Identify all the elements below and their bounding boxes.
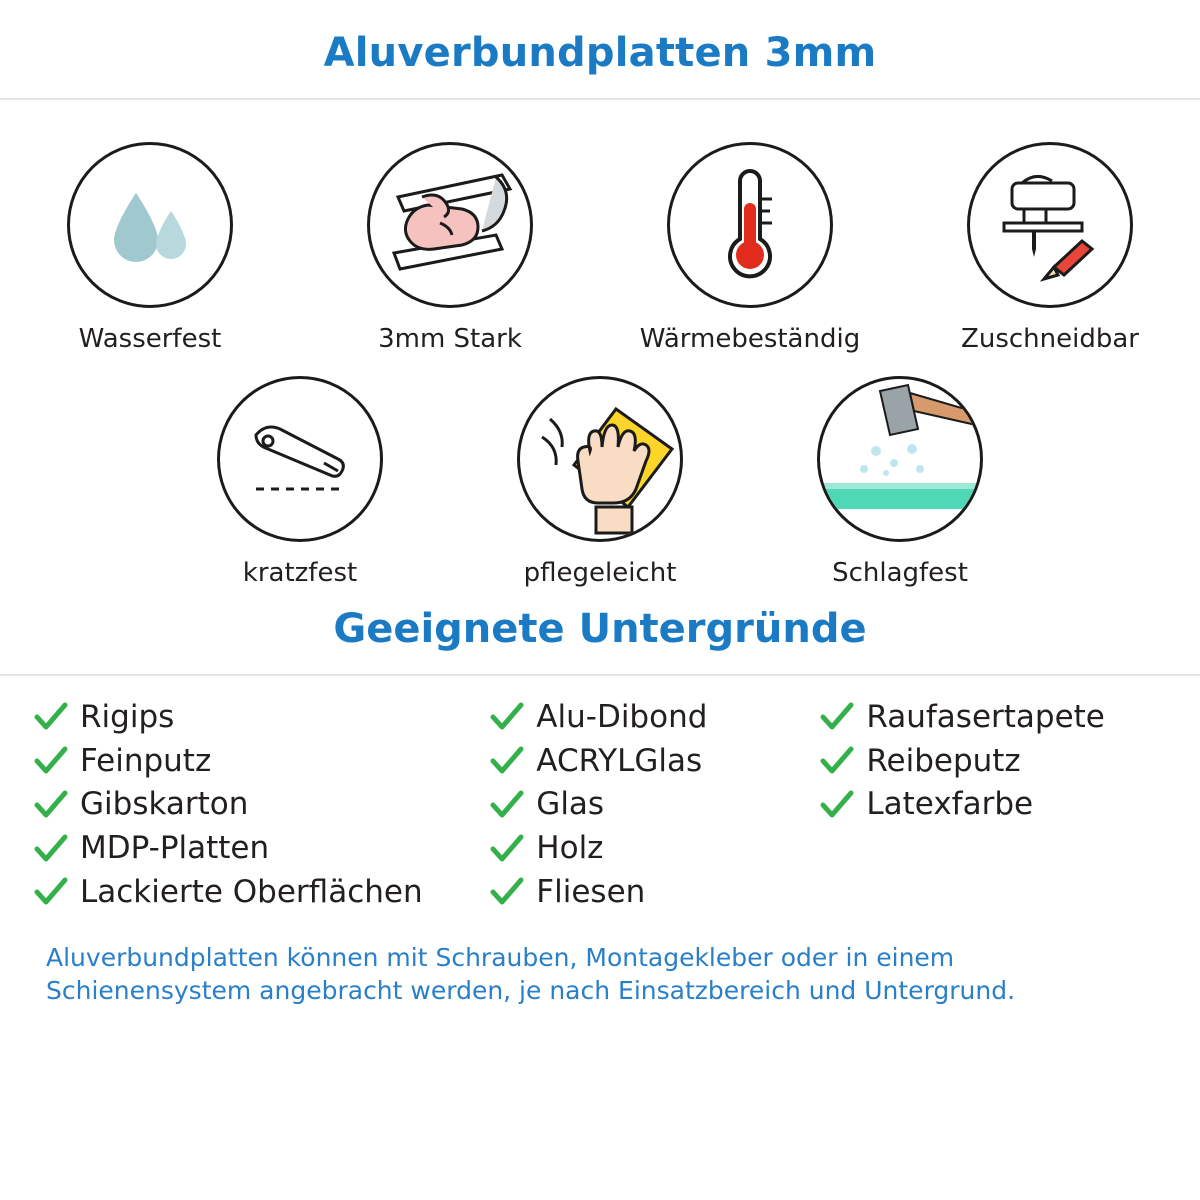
feature-wasserfest: [0, 142, 300, 354]
feature-label: Wärmebeständig: [639, 324, 861, 354]
list-item-label: Reibeputz: [866, 742, 1021, 779]
list-item-label: MDP-Platten: [80, 830, 270, 867]
strong-arm-icon: [367, 142, 533, 308]
jigsaw-cutter-icon: [967, 142, 1133, 308]
list-item: [34, 787, 490, 822]
thermometer-icon: [667, 142, 833, 308]
hammer-impact-icon: [817, 376, 983, 542]
check-icon: [34, 702, 68, 732]
list-item: [820, 744, 1166, 779]
check-icon: [490, 877, 524, 907]
feature-grid: [0, 100, 1200, 588]
cleaning-hand-cloth-icon: [517, 376, 683, 542]
list-item-label: Lackierte Oberflächen: [80, 873, 423, 910]
feature-label: 3mm Stark: [378, 324, 522, 354]
check-icon: [34, 877, 68, 907]
list-item: [820, 700, 1166, 735]
substrates-list: [0, 676, 1200, 919]
feature-label: kratzfest: [242, 558, 358, 588]
list-item: [34, 744, 490, 779]
list-item-label: Alu-Dibond: [536, 699, 708, 735]
check-icon: [490, 834, 524, 864]
list-item: [490, 831, 820, 866]
check-icon: [820, 790, 854, 820]
page-title: Aluverbundplatten 3mm: [323, 30, 877, 76]
feature-kratzfest: [150, 376, 450, 588]
check-icon: [34, 746, 68, 776]
list-item: [490, 744, 820, 779]
feature-row-1: [0, 142, 1200, 354]
list-item: [490, 787, 820, 822]
feature-schlagfest: [750, 376, 1050, 588]
list-item-label: Fliesen: [536, 873, 646, 910]
list-item: [34, 700, 490, 735]
substrate-column-1: [34, 700, 490, 919]
list-item: [34, 875, 490, 910]
list-item: [490, 700, 820, 735]
list-item: [820, 787, 1166, 822]
list-item: [34, 831, 490, 866]
water-drops-icon: [67, 142, 233, 308]
check-icon: [490, 790, 524, 820]
list-item-label: Feinputz: [80, 742, 212, 779]
feature-zuschneidbar: [900, 142, 1200, 354]
feature-label: Wasserfest: [78, 324, 222, 354]
feature-waermebestaendig: [600, 142, 900, 354]
check-icon: [490, 702, 524, 732]
substrate-column-3: [820, 700, 1166, 919]
list-item-label: Gibskarton: [80, 786, 249, 823]
list-item-label: Holz: [536, 830, 604, 867]
check-icon: [820, 746, 854, 776]
check-icon: [34, 790, 68, 820]
feature-label: Schlagfest: [832, 558, 968, 588]
check-icon: [490, 746, 524, 776]
feature-pflegeleicht: [450, 376, 750, 588]
footnote-text: Aluverbundplatten können mit Schrauben, Montagekleber oder in einem Schienensystem angebracht werden, je nach Einsatzbereich und Untergrund.: [46, 942, 1016, 1006]
substrate-column-2: [490, 700, 820, 919]
list-item-label: Latexfarbe: [866, 786, 1034, 823]
list-item-label: ACRYLGlas: [536, 742, 703, 779]
feature-label: pflegeleicht: [523, 558, 677, 588]
feature-row-2: [0, 376, 1200, 588]
list-item-label: Glas: [536, 786, 605, 823]
list-item-label: Raufasertapete: [866, 699, 1105, 735]
check-icon: [34, 834, 68, 864]
knife-scratch-icon: [217, 376, 383, 542]
feature-label: Zuschneidbar: [961, 324, 1139, 354]
feature-3mm-stark: [300, 142, 600, 354]
list-item: [490, 875, 820, 910]
check-icon: [820, 702, 854, 732]
list-item-label: Rigips: [80, 699, 175, 735]
substrates-title: Geeignete Untergründe: [333, 606, 867, 652]
